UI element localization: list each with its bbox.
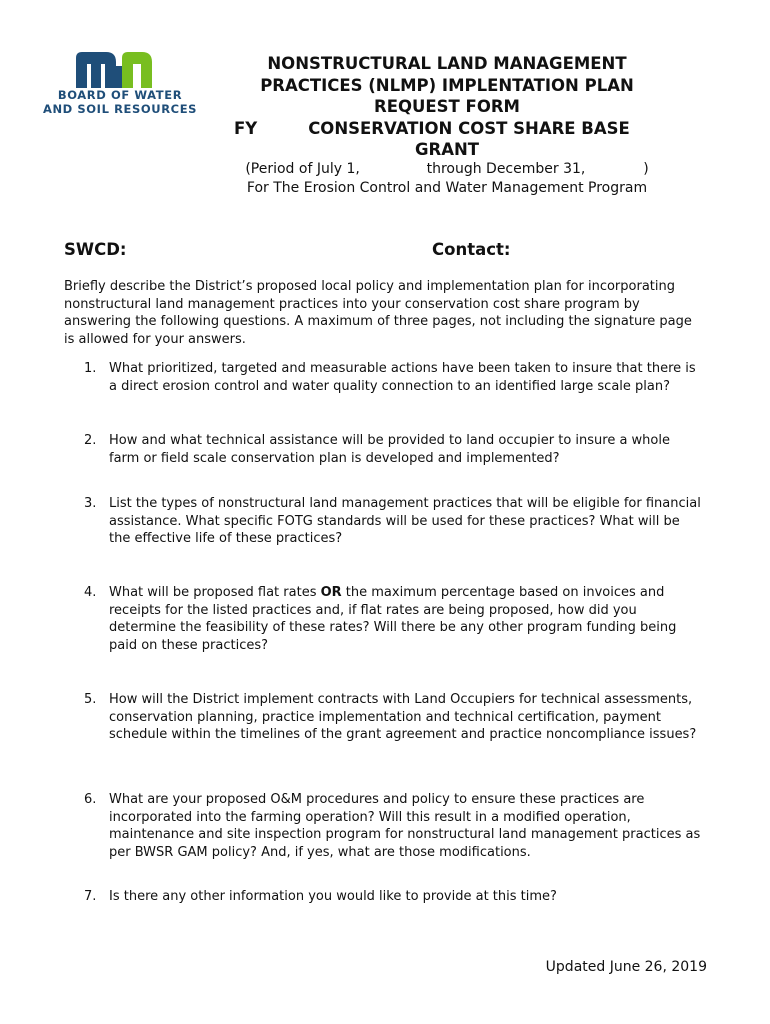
question-text: What are your proposed O&M procedures and policy to ensure these practices are incorporated into the farming operation? Will this result in a modified operation, maintenance and site inspection program for nonstructural land management practices as per BWSR GAM policy? And, if yes, what are those modifications. (109, 792, 701, 860)
period-part-2: through December 31, (426, 161, 586, 177)
question-number: 4. (84, 585, 97, 600)
fy-label: FY (234, 118, 258, 138)
contact-label: Contact: (432, 240, 511, 259)
title-line-3: REQUEST FORM (374, 97, 520, 116)
title-line-5: GRANT (414, 140, 480, 159)
question-text: What prioritized, targeted and measurable actions have been taken to insure that there is a direct erosion control and water quality connection to an identified large scale plan? (109, 361, 696, 394)
question-number: 2. (84, 433, 97, 448)
subtitle (222, 160, 672, 198)
question-text: How and what technical assistance will be provided to land occupier to insure a whole farm or field scale conservation plan is developed and implemented? (109, 433, 670, 466)
question-text: What will be proposed flat rates OR the maximum percentage based on invoices and receipts for the listed practices and, if flat rates are being proposed, how did you determine the feasibility of these rates? Will there be any other program funding being paid on these practices? (109, 585, 677, 653)
swcd-label: SWCD: (64, 240, 127, 259)
title-line-2: PRACTICES (NLMP) IMPLENTATION PLAN (260, 75, 634, 95)
question-text: List the types of nonstructural land management practices that will be eligible for financial assistance. What specific FOTG standards will be used for these practices? What will be the effective life of these practices? (109, 496, 701, 546)
logo-line-1: BOARD OF WATER (57, 88, 183, 102)
question-number: 6. (84, 792, 97, 807)
question-7 (84, 888, 704, 906)
period-part-1: (Period of July 1, (245, 161, 360, 177)
question-5 (84, 691, 704, 744)
title-line-1: NONSTRUCTURAL LAND MANAGEMENT (267, 54, 627, 73)
title-line-4: CONSERVATION COST SHARE BASE (308, 118, 630, 138)
question-number: 3. (84, 496, 97, 511)
question-1 (84, 360, 704, 395)
question-text: How will the District implement contracts with Land Occupiers for technical assessments, conservation planning, practice implementation and technical certification, payment schedule within the timelines of the grant agreement and practice noncompliance issues? (109, 692, 697, 742)
logo-line-2: AND SOIL RESOURCES (42, 102, 198, 116)
question-2 (84, 432, 704, 467)
form-title (222, 53, 672, 161)
question-3 (84, 495, 704, 548)
period-line (222, 160, 672, 179)
emphasis-or: OR (320, 585, 342, 600)
question-number: 5. (84, 692, 97, 707)
question-number: 1. (84, 361, 97, 376)
question-4 (84, 584, 704, 654)
question-6 (84, 791, 704, 861)
question-text: Is there any other information you would like to provide at this time? (109, 889, 557, 904)
bwsr-logo (34, 52, 206, 116)
question-number: 7. (84, 889, 97, 904)
period-part-3: ) (643, 161, 649, 177)
updated-date: Updated June 26, 2019 (545, 959, 707, 975)
title-line-4-row (222, 118, 672, 140)
intro-paragraph: Briefly describe the District’s proposed local policy and implementation plan for incorporating nonstructural land management practices into your conservation cost share program by answering the following questions. A maximum of three pages, not including the signature page is allowed for your answers. (64, 279, 692, 347)
mn-logo-mark-icon (76, 52, 164, 88)
program-line: For The Erosion Control and Water Management Program (246, 180, 648, 196)
